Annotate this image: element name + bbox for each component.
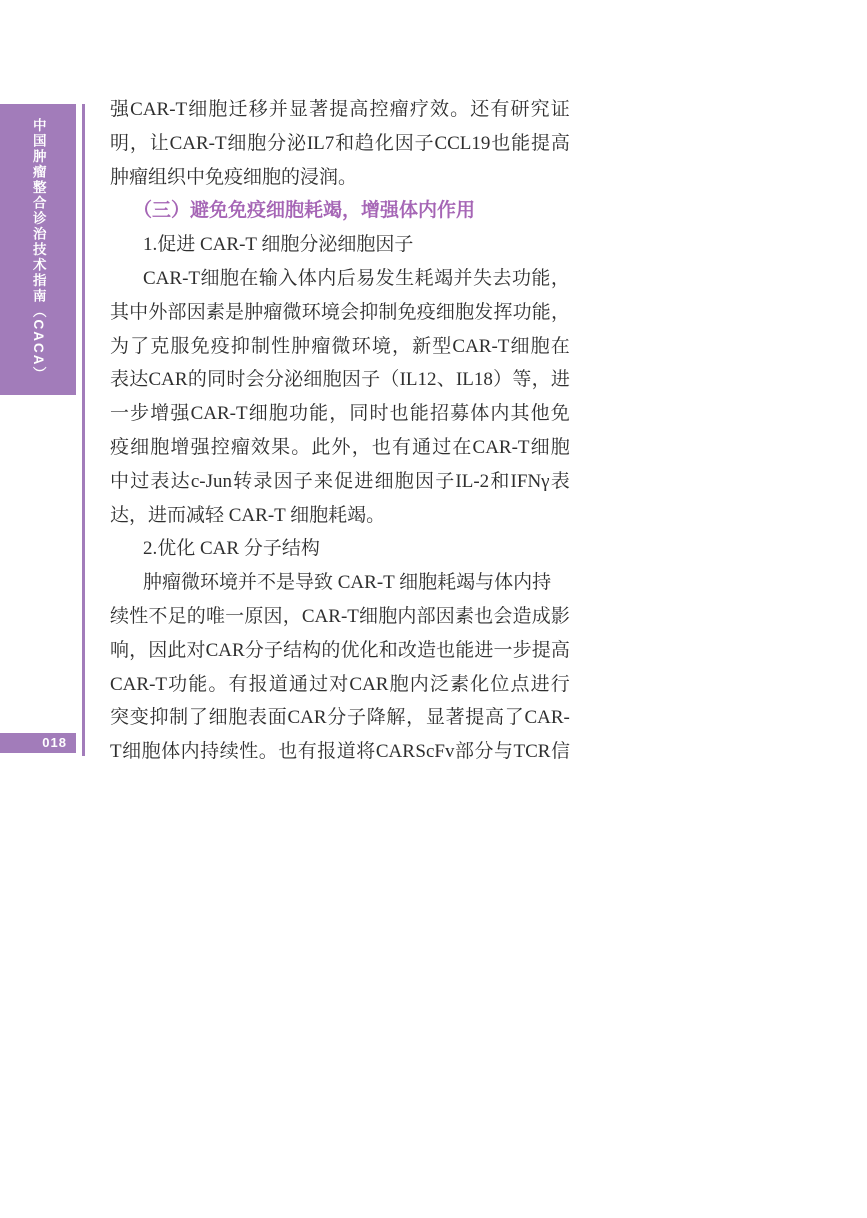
subsection-heading: 2.优化 CAR 分子结构 — [143, 538, 320, 560]
spine-divider-rule — [82, 104, 85, 756]
text-line: 疫 细 胞 增 强 控 瘤 效 果 。 此 外 ， 也 有 通 过 在 CAR-T 细 胞 — [110, 436, 570, 458]
text-line: 为 了 克 服 免 疫 抑 制 性 肿 瘤 微 环 境 ， 新 型 CAR-T 细 胞 在 — [110, 335, 570, 357]
subsection-heading: 1.促进 CAR-T 细胞分泌细胞因子 — [143, 234, 414, 256]
text-line: 一 步 增 强 CAR-T 细 胞 功 能 ， 同 时 也 能 招 募 体 内 其 他 免 — [110, 403, 570, 425]
text-line: 响 ， 因 此 对 CAR 分 子 结 构 的 优 化 和 改 造 也 能 进 一 步 提 高 — [110, 639, 570, 661]
text-line: 达，进而减轻 CAR-T 细胞耗竭。 — [110, 504, 386, 526]
text-line: 强 CAR-T 细 胞 迁 移 并 显 著 提 高 控 瘤 疗 效 。 还 有 研 究 证 — [110, 99, 570, 120]
text-line: 其 中 外 部 因 素 是 肿 瘤 微 环 境 会 抑 制 免 疫 细 胞 发 挥 功 能 ， — [110, 301, 570, 323]
text-line: 肿瘤微环境并不是导致 CAR-T 细胞耗竭与体内持 — [143, 572, 552, 594]
body-text-column — [110, 93, 570, 769]
text-line: CAR-T 功 能 。 有 报 道 通 过 对 CAR 胞 内 泛 素 化 位 点 进 行 — [110, 673, 570, 695]
section-heading: （三）避免免疫细胞耗竭，增强体内作用 — [133, 200, 476, 222]
text-line: 肿瘤组织中免疫细胞的浸润。 — [110, 166, 358, 188]
book-spine-banner — [0, 104, 76, 395]
text-line: 中 过 表 达 c-Jun 转 录 因 子 来 促 进 细 胞 因 子 IL-2 和 IFNγ 表 — [110, 470, 570, 492]
text-line: 续 性 不 足 的 唯 一 原 因 ， CAR-T 细 胞 内 部 因 素 也 会 造 成 影 — [110, 605, 570, 627]
text-line: 明 ， 让 CAR-T 细 胞 分 泌 IL7 和 趋 化 因 子 CCL19 也 能 提 高 — [110, 132, 570, 154]
text-line: T 细 胞 体 内 持 续 性 。 也 有 报 道 将 CAR ScFv 部 分 与 TCR 信 — [110, 741, 570, 763]
text-line: CAR-T 细 胞 在 输 入 体 内 后 易 发 生 耗 竭 并 失 去 功 能 ， — [143, 267, 570, 289]
page-number-badge: 018 — [0, 733, 76, 753]
book-title-vertical: 中国肿瘤整合诊治技术指南（CACA） — [30, 117, 46, 382]
text-line: 表 达 CAR 的 同 时 会 分 泌 细 胞 因 子 （ IL12 、 IL18 ） 等 ， 进 — [110, 369, 570, 391]
text-line: 突 变 抑 制 了 细 胞 表 面 CAR 分 子 降 解 ， 显 著 提 高 了 CAR- — [110, 707, 570, 729]
